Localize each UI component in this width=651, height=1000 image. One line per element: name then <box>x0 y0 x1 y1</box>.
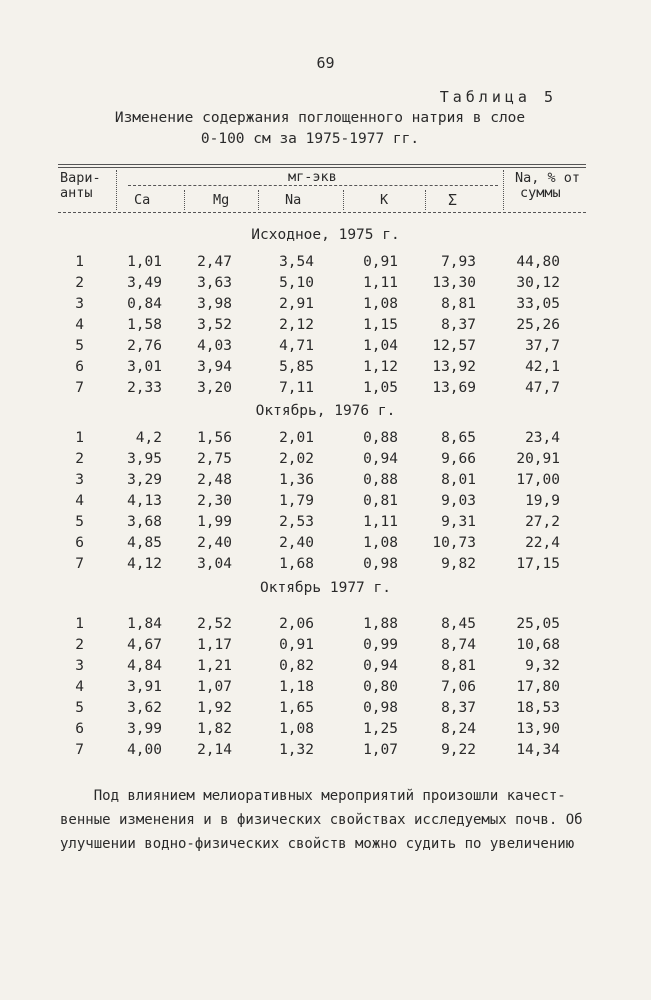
cell-ca: 4,2 <box>135 430 162 446</box>
cell-na-percent: 44,80 <box>516 254 560 270</box>
cell-ca: 3,29 <box>127 472 162 488</box>
cell-variant: 6 <box>75 535 84 551</box>
cell-k: 1,04 <box>363 338 398 354</box>
table-row <box>0 556 651 577</box>
cell-na-percent: 37,7 <box>525 338 560 354</box>
cell-sum: 7,93 <box>441 254 476 270</box>
cell-ca: 3,91 <box>127 679 162 695</box>
cell-mg: 3,94 <box>197 359 232 375</box>
cell-sum: 12,57 <box>432 338 476 354</box>
cell-na: 1,32 <box>279 742 314 758</box>
cell-mg: 3,20 <box>197 380 232 396</box>
cell-mg: 2,75 <box>197 451 232 467</box>
header-ca: Ca <box>134 192 151 208</box>
cell-variant: 4 <box>75 679 84 695</box>
cell-k: 0,98 <box>363 556 398 572</box>
cell-mg: 2,52 <box>197 616 232 632</box>
col-divider <box>503 170 504 210</box>
cell-na-percent: 17,80 <box>516 679 560 695</box>
cell-mg: 2,40 <box>197 535 232 551</box>
cell-mg: 2,47 <box>197 254 232 270</box>
cell-k: 0,88 <box>363 472 398 488</box>
cell-na: 2,01 <box>279 430 314 446</box>
cell-k: 1,25 <box>363 721 398 737</box>
table-row <box>0 338 651 359</box>
table-row <box>0 296 651 317</box>
cell-variant: 1 <box>75 430 84 446</box>
table-row <box>0 472 651 493</box>
table-row <box>0 493 651 514</box>
header-variants-line2: анты <box>60 185 93 201</box>
paragraph-line: венные изменения и в физических свойствах исследуемых почв. Об <box>60 812 583 828</box>
cell-na-percent: 10,68 <box>516 637 560 653</box>
cell-na-percent: 25,05 <box>516 616 560 632</box>
table-row <box>0 275 651 296</box>
header-na-percent-line1: Na, % от <box>515 170 581 186</box>
cell-k: 1,07 <box>363 742 398 758</box>
cell-sum: 8,65 <box>441 430 476 446</box>
cell-k: 1,15 <box>363 317 398 333</box>
cell-na: 5,85 <box>279 359 314 375</box>
cell-k: 1,12 <box>363 359 398 375</box>
cell-k: 0,99 <box>363 637 398 653</box>
cell-ca: 1,01 <box>127 254 162 270</box>
cell-mg: 3,04 <box>197 556 232 572</box>
cell-ca: 3,95 <box>127 451 162 467</box>
cell-ca: 3,01 <box>127 359 162 375</box>
cell-variant: 6 <box>75 359 84 375</box>
cell-na-percent: 30,12 <box>516 275 560 291</box>
cell-na-percent: 22,4 <box>525 535 560 551</box>
cell-ca: 4,12 <box>127 556 162 572</box>
col-divider <box>258 190 259 210</box>
unit-underline <box>128 185 498 186</box>
table-row <box>0 679 651 700</box>
table-row <box>0 658 651 679</box>
table-row <box>0 380 651 401</box>
cell-sum: 8,81 <box>441 658 476 674</box>
cell-mg: 1,17 <box>197 637 232 653</box>
cell-k: 1,08 <box>363 296 398 312</box>
col-divider <box>116 170 117 210</box>
cell-sum: 9,03 <box>441 493 476 509</box>
cell-ca: 4,85 <box>127 535 162 551</box>
cell-sum: 7,06 <box>441 679 476 695</box>
header-top-rule-double <box>58 167 586 168</box>
body-paragraph <box>60 784 600 856</box>
cell-k: 1,88 <box>363 616 398 632</box>
cell-na-percent: 27,2 <box>525 514 560 530</box>
cell-sum: 9,31 <box>441 514 476 530</box>
table-row <box>0 514 651 535</box>
cell-ca: 4,00 <box>127 742 162 758</box>
cell-mg: 1,82 <box>197 721 232 737</box>
cell-na: 3,54 <box>279 254 314 270</box>
cell-variant: 7 <box>75 556 84 572</box>
cell-variant: 3 <box>75 472 84 488</box>
table-row <box>0 637 651 658</box>
cell-sum: 9,82 <box>441 556 476 572</box>
cell-na: 1,65 <box>279 700 314 716</box>
cell-na-percent: 42,1 <box>525 359 560 375</box>
cell-variant: 2 <box>75 275 84 291</box>
cell-k: 1,05 <box>363 380 398 396</box>
cell-k: 1,08 <box>363 535 398 551</box>
cell-na: 2,53 <box>279 514 314 530</box>
cell-k: 0,91 <box>363 254 398 270</box>
cell-mg: 2,30 <box>197 493 232 509</box>
header-na-percent-line2: суммы <box>520 185 561 201</box>
cell-na: 2,06 <box>279 616 314 632</box>
table-row <box>0 451 651 472</box>
cell-ca: 3,49 <box>127 275 162 291</box>
table-row <box>0 700 651 721</box>
header-sum: Σ <box>448 191 458 209</box>
cell-mg: 2,48 <box>197 472 232 488</box>
cell-ca: 3,99 <box>127 721 162 737</box>
cell-variant: 7 <box>75 380 84 396</box>
cell-mg: 3,98 <box>197 296 232 312</box>
col-divider <box>343 190 344 210</box>
cell-ca: 2,76 <box>127 338 162 354</box>
cell-sum: 9,66 <box>441 451 476 467</box>
cell-ca: 1,58 <box>127 317 162 333</box>
table-label: Таблица 5 <box>439 88 557 106</box>
section-title: Октябрь, 1976 г. <box>255 403 396 419</box>
col-divider <box>425 190 426 210</box>
cell-ca: 4,67 <box>127 637 162 653</box>
paragraph-line: Под влиянием мелиоративных мероприятий произошли качест- <box>60 788 566 804</box>
cell-ca: 2,33 <box>127 380 162 396</box>
cell-na: 2,02 <box>279 451 314 467</box>
cell-na: 4,71 <box>279 338 314 354</box>
table-row <box>0 359 651 380</box>
cell-variant: 2 <box>75 451 84 467</box>
table-title-line2: 0-100 см за 1975-1977 гг. <box>200 131 420 147</box>
header-top-rule <box>58 164 586 165</box>
cell-ca: 4,13 <box>127 493 162 509</box>
cell-variant: 3 <box>75 296 84 312</box>
cell-k: 1,11 <box>363 514 398 530</box>
cell-na-percent: 47,7 <box>525 380 560 396</box>
cell-k: 0,80 <box>363 679 398 695</box>
table-title-line1: Изменение содержания поглощенного натрия в слое <box>114 110 526 126</box>
cell-k: 1,11 <box>363 275 398 291</box>
cell-variant: 1 <box>75 616 84 632</box>
cell-variant: 5 <box>75 514 84 530</box>
cell-sum: 13,30 <box>432 275 476 291</box>
cell-na: 1,08 <box>279 721 314 737</box>
col-divider <box>184 190 185 210</box>
cell-na: 1,79 <box>279 493 314 509</box>
cell-mg: 1,56 <box>197 430 232 446</box>
header-unit: мг-экв <box>288 169 337 185</box>
cell-na-percent: 33,05 <box>516 296 560 312</box>
table-row <box>0 317 651 338</box>
cell-k: 0,88 <box>363 430 398 446</box>
cell-mg: 1,07 <box>197 679 232 695</box>
cell-na: 1,68 <box>279 556 314 572</box>
cell-sum: 13,92 <box>432 359 476 375</box>
cell-na: 0,91 <box>279 637 314 653</box>
cell-na: 7,11 <box>279 380 314 396</box>
cell-ca: 3,62 <box>127 700 162 716</box>
cell-k: 0,98 <box>363 700 398 716</box>
cell-variant: 4 <box>75 493 84 509</box>
cell-mg: 4,03 <box>197 338 232 354</box>
section-title: Октябрь 1977 г. <box>260 580 391 596</box>
cell-mg: 2,14 <box>197 742 232 758</box>
cell-variant: 6 <box>75 721 84 737</box>
table-row <box>0 430 651 451</box>
cell-sum: 13,69 <box>432 380 476 396</box>
cell-sum: 8,24 <box>441 721 476 737</box>
cell-variant: 2 <box>75 637 84 653</box>
header-bottom-rule <box>58 212 586 213</box>
cell-na-percent: 17,00 <box>516 472 560 488</box>
table-row <box>0 616 651 637</box>
cell-sum: 8,45 <box>441 616 476 632</box>
cell-na-percent: 18,53 <box>516 700 560 716</box>
cell-sum: 8,81 <box>441 296 476 312</box>
cell-ca: 3,68 <box>127 514 162 530</box>
header-variants-line1: Вари- <box>60 170 101 186</box>
cell-na-percent: 19,9 <box>525 493 560 509</box>
cell-ca: 0,84 <box>127 296 162 312</box>
cell-na: 2,40 <box>279 535 314 551</box>
cell-sum: 8,37 <box>441 700 476 716</box>
cell-sum: 10,73 <box>432 535 476 551</box>
cell-mg: 1,92 <box>197 700 232 716</box>
header-k: K <box>380 192 389 208</box>
cell-variant: 4 <box>75 317 84 333</box>
table-row <box>0 535 651 556</box>
cell-k: 0,81 <box>363 493 398 509</box>
cell-mg: 3,63 <box>197 275 232 291</box>
cell-na: 2,91 <box>279 296 314 312</box>
cell-mg: 1,99 <box>197 514 232 530</box>
cell-na-percent: 14,34 <box>516 742 560 758</box>
cell-variant: 5 <box>75 338 84 354</box>
cell-na-percent: 9,32 <box>525 658 560 674</box>
cell-mg: 3,52 <box>197 317 232 333</box>
cell-k: 0,94 <box>363 451 398 467</box>
cell-na: 0,82 <box>279 658 314 674</box>
table-row <box>0 254 651 275</box>
section-title: Исходное, 1975 г. <box>251 227 400 243</box>
cell-sum: 8,37 <box>441 317 476 333</box>
cell-na: 5,10 <box>279 275 314 291</box>
cell-na: 1,18 <box>279 679 314 695</box>
cell-variant: 7 <box>75 742 84 758</box>
cell-variant: 1 <box>75 254 84 270</box>
cell-sum: 9,22 <box>441 742 476 758</box>
cell-na-percent: 17,15 <box>516 556 560 572</box>
header-mg: Mg <box>213 192 230 208</box>
cell-na: 1,36 <box>279 472 314 488</box>
page-number: 69 <box>316 54 335 72</box>
cell-sum: 8,01 <box>441 472 476 488</box>
cell-mg: 1,21 <box>197 658 232 674</box>
cell-na: 2,12 <box>279 317 314 333</box>
cell-na-percent: 13,90 <box>516 721 560 737</box>
table-row <box>0 721 651 742</box>
table-row <box>0 742 651 763</box>
cell-na-percent: 25,26 <box>516 317 560 333</box>
header-na: Na <box>285 192 302 208</box>
cell-ca: 1,84 <box>127 616 162 632</box>
cell-variant: 5 <box>75 700 84 716</box>
cell-ca: 4,84 <box>127 658 162 674</box>
cell-variant: 3 <box>75 658 84 674</box>
cell-sum: 8,74 <box>441 637 476 653</box>
cell-na-percent: 23,4 <box>525 430 560 446</box>
paragraph-line: улучшении водно-физических свойств можно судить по увеличению <box>60 836 575 852</box>
cell-na-percent: 20,91 <box>516 451 560 467</box>
cell-k: 0,94 <box>363 658 398 674</box>
